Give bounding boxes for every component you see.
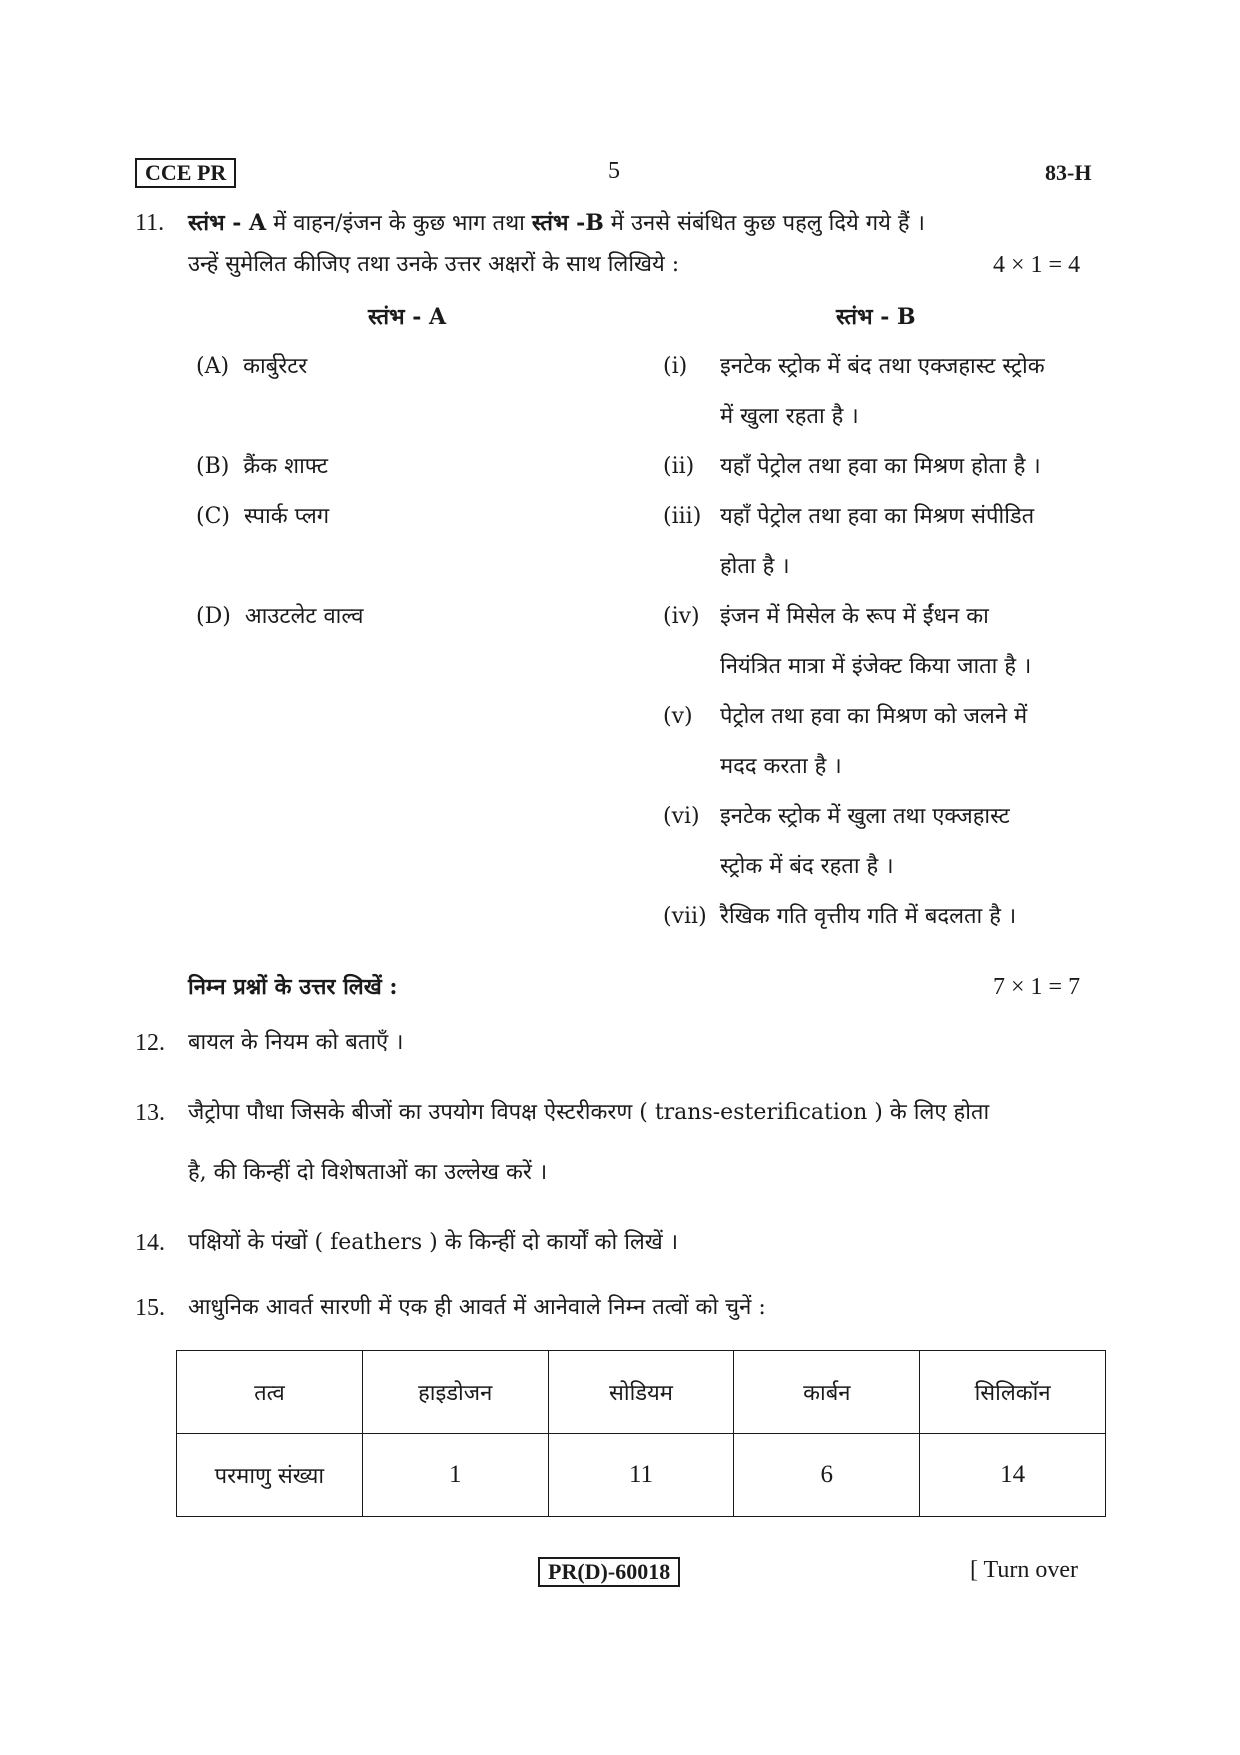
q11-line1-text: में वाहन/इंजन के कुछ भाग तथा [266, 211, 532, 236]
col-b-label: (vi) [663, 804, 700, 829]
table-cell-element: सोडियम [548, 1351, 734, 1434]
q13-line2: है, की किन्हीं दो विशेषताओं का उल्लेख करें । [188, 1160, 548, 1185]
section-title: निम्न प्रश्नों के उत्तर लिखें : [188, 974, 398, 1000]
col-a-item [196, 452, 328, 482]
elements-table [176, 1350, 1106, 1517]
table-cell-atomic-number: 6 [734, 1434, 920, 1517]
q15-number: 15. [135, 1295, 165, 1321]
table-header-label: तत्व [177, 1351, 363, 1434]
table-row [177, 1434, 1106, 1517]
q11-marks: 4 × 1 = 4 [993, 252, 1081, 278]
q12-number: 12. [135, 1030, 165, 1056]
col-b-label: (v) [663, 704, 693, 729]
footer-code-box [538, 1557, 680, 1587]
col-b-label: (i) [663, 354, 688, 379]
col-a-item [196, 352, 307, 382]
table-cell-atomic-number: 11 [548, 1434, 734, 1517]
col-b-line: होता है । [720, 554, 790, 579]
q15-text: आधुनिक आवर्त सारणी में एक ही आवर्त में आनेवाले निम्न तत्वों को चुनें : [188, 1295, 766, 1320]
q11-col-a-ref: स्तंभ - A [188, 210, 267, 236]
col-a-text: आउटलेट वाल्व [244, 604, 364, 629]
col-b-line: स्ट्रोक में बंद रहता है । [720, 854, 894, 879]
q11-number: 11. [135, 210, 165, 236]
col-b-line: यहाँ पेट्रोल तथा हवा का मिश्रण संपीडित [720, 504, 1035, 529]
table-row-label: परमाणु संख्या [177, 1434, 363, 1517]
col-b-label: (ii) [663, 454, 695, 479]
col-b-line: रैखिक गति वृत्तीय गति में बदलता है । [720, 904, 1017, 929]
col-b-line: नियंत्रित मात्रा में इंजेक्ट किया जाता है । [720, 654, 1032, 679]
col-a-item [196, 502, 329, 532]
paper-code: 83-H [1045, 160, 1092, 185]
col-a-text: स्पार्क प्लग [244, 504, 330, 529]
q13-line1: जैट्रोपा पौधा जिसके बीजों का उपयोग विपक्ष ऐस्टरीकरण ( trans-esterification ) के लिए होता [188, 1100, 990, 1125]
page-number: 5 [608, 158, 620, 184]
table-cell-atomic-number: 14 [920, 1434, 1106, 1517]
table-cell-element: कार्बन [734, 1351, 920, 1434]
col-a-label: (D) [196, 604, 231, 629]
footer-code: PR(D)-60018 [548, 1559, 671, 1584]
col-a-label: (B) [196, 454, 230, 479]
table-cell-element: हाइडोजन [362, 1351, 548, 1434]
q13-number: 13. [135, 1100, 165, 1126]
turn-over: [ Turn over [970, 1557, 1079, 1583]
q12-text: बायल के नियम को बताएँ । [188, 1030, 404, 1055]
col-b-label: (iii) [663, 504, 702, 529]
q11-line2: उन्हें सुमेलित कीजिए तथा उनके उत्तर अक्षरों के साथ लिखिये : [188, 252, 680, 277]
section-marks: 7 × 1 = 7 [993, 974, 1081, 1000]
q11-line1-end: में उनसे संबंधित कुछ पहलु दिये गये हैं । [603, 211, 925, 236]
col-b-label: (vii) [663, 904, 707, 929]
table-row [177, 1351, 1106, 1434]
col-b-line: इनटेक स्ट्रोक में खुला तथा एक्जहास्ट [720, 804, 1010, 829]
col-a-title: स्तंभ - A [368, 304, 447, 330]
col-b-line: में खुला रहता है । [720, 404, 859, 429]
col-b-line: पेट्रोल तथा हवा का मिश्रण को जलने में [720, 704, 1028, 729]
col-a-text: क्रैंक शाफ्ट [243, 454, 328, 479]
col-b-label: (iv) [663, 604, 700, 629]
col-a-label: (C) [196, 504, 230, 529]
col-b-line: इंजन में मिसेल के रूप में ईंधन का [720, 604, 989, 629]
col-b-line: मदद करता है । [720, 754, 842, 779]
header-code-box [135, 158, 236, 188]
header-left-label: CCE PR [145, 160, 227, 185]
q11-col-b-ref: स्तंभ -B [531, 210, 604, 236]
col-b-line: इनटेक स्ट्रोक में बंद तथा एक्जहास्ट स्ट्रोक [720, 354, 1045, 379]
col-b-title: स्तंभ - B [836, 304, 916, 330]
q14-text: पक्षियों के पंखों ( feathers ) के किन्हीं दो कार्यों को लिखें । [188, 1230, 679, 1255]
col-a-label: (A) [196, 354, 230, 379]
q14-number: 14. [135, 1230, 165, 1256]
table-cell-atomic-number: 1 [362, 1434, 548, 1517]
q11-line1 [188, 208, 925, 239]
col-b-line: यहाँ पेट्रोल तथा हवा का मिश्रण होता है । [720, 454, 1041, 479]
col-a-item [196, 602, 364, 632]
col-a-text: कार्बुरेटर [243, 354, 308, 379]
table-cell-element: सिलिकॉन [920, 1351, 1106, 1434]
